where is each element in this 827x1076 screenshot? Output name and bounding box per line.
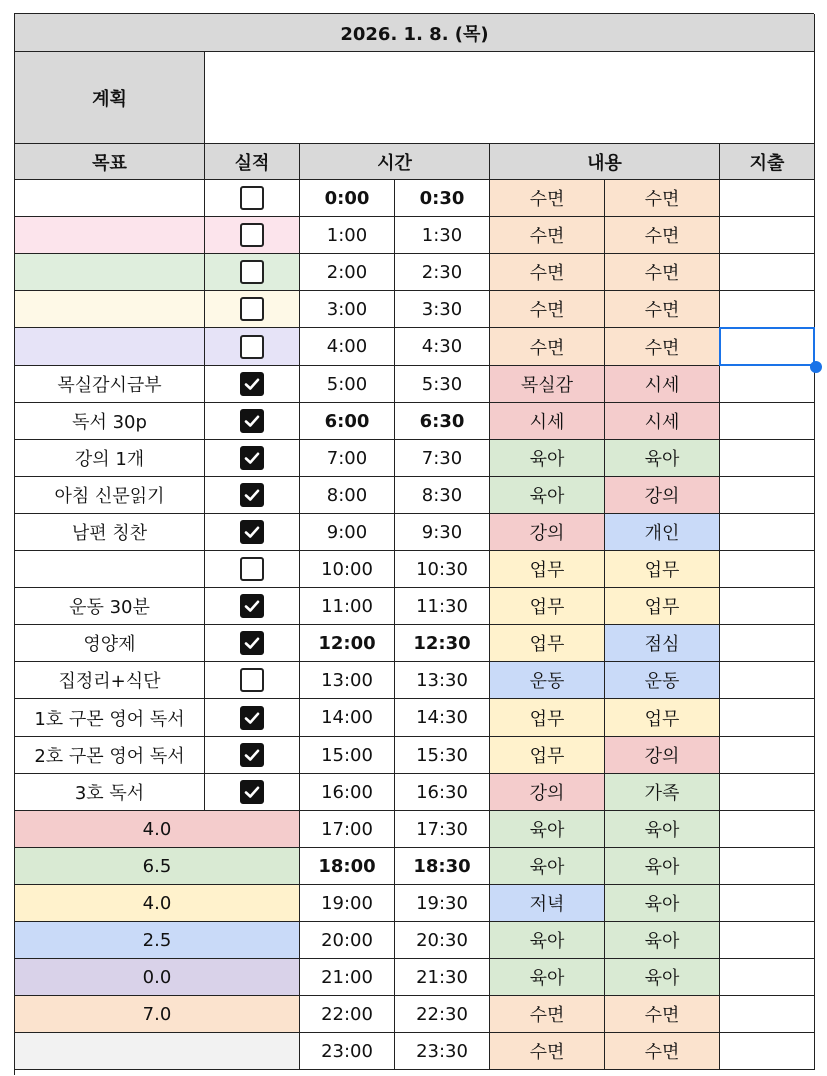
content-cell[interactable]: 수면 <box>490 1033 605 1070</box>
time-start-cell[interactable]: 20:00 <box>300 922 395 959</box>
time-half-cell[interactable]: 11:30 <box>395 588 490 625</box>
time-start-cell[interactable]: 2:00 <box>300 254 395 291</box>
expense-cell[interactable] <box>720 514 815 551</box>
checkmark-icon <box>243 375 261 393</box>
goal-cell[interactable] <box>15 328 205 366</box>
time-half-cell[interactable]: 14:30 <box>395 699 490 737</box>
summary-cell[interactable] <box>15 1033 300 1070</box>
checkbox-checked[interactable] <box>240 780 264 804</box>
content-cell[interactable]: 수면 <box>490 217 605 254</box>
checkbox-checked[interactable] <box>240 372 264 396</box>
checkbox-unchecked[interactable] <box>240 186 264 210</box>
plan-label: 계획 <box>15 52 205 144</box>
summary-cell[interactable]: 2.5 <box>15 922 300 959</box>
checkbox-unchecked[interactable] <box>240 557 264 581</box>
checkmark-icon <box>243 783 261 801</box>
content-cell[interactable]: 업무 <box>605 699 720 737</box>
expense-cell[interactable] <box>720 180 815 217</box>
content-cell[interactable]: 육아 <box>605 440 720 477</box>
content-cell[interactable]: 육아 <box>490 922 605 959</box>
time-half-cell[interactable]: 21:30 <box>395 959 490 996</box>
time-start-cell[interactable]: 17:00 <box>300 811 395 848</box>
goal-cell[interactable]: 아침 신문읽기 <box>15 477 205 514</box>
plan-cell[interactable] <box>205 52 815 144</box>
content-cell[interactable]: 점심 <box>605 625 720 662</box>
expense-cell[interactable] <box>720 662 815 699</box>
time-half-cell[interactable]: 10:30 <box>395 551 490 588</box>
content-cell[interactable]: 개인 <box>605 514 720 551</box>
content-cell[interactable]: 시세 <box>490 403 605 440</box>
content-cell[interactable]: 수면 <box>490 254 605 291</box>
expense-cell[interactable] <box>720 774 815 811</box>
time-half-cell[interactable]: 16:30 <box>395 774 490 811</box>
content-cell[interactable]: 업무 <box>490 625 605 662</box>
done-header: 실적 <box>205 144 300 180</box>
done-cell[interactable] <box>205 217 300 254</box>
expense-cell[interactable] <box>720 217 815 254</box>
checkbox-checked[interactable] <box>240 409 264 433</box>
time-start-cell[interactable]: 9:00 <box>300 514 395 551</box>
time-half-cell[interactable]: 7:30 <box>395 440 490 477</box>
time-half-cell[interactable]: 4:30 <box>395 328 490 366</box>
time-half-cell[interactable]: 19:30 <box>395 885 490 922</box>
expense-cell[interactable] <box>720 254 815 291</box>
content-cell[interactable]: 업무 <box>490 737 605 774</box>
content-cell[interactable]: 육아 <box>605 848 720 885</box>
done-cell[interactable] <box>205 551 300 588</box>
checkbox-checked[interactable] <box>240 483 264 507</box>
done-cell[interactable] <box>205 440 300 477</box>
time-start-cell[interactable]: 5:00 <box>300 366 395 403</box>
time-start-cell[interactable]: 12:00 <box>300 625 395 662</box>
time-half-cell[interactable]: 5:30 <box>395 366 490 403</box>
checkbox-checked[interactable] <box>240 743 264 767</box>
content-cell[interactable]: 육아 <box>490 477 605 514</box>
checkmark-icon <box>243 412 261 430</box>
expense-cell[interactable] <box>720 403 815 440</box>
goal-cell[interactable]: 3호 독서 <box>15 774 205 811</box>
date-title[interactable]: 2026. 1. 8. (목) <box>15 14 815 52</box>
goal-header: 목표 <box>15 144 205 180</box>
content-cell[interactable]: 강의 <box>605 477 720 514</box>
checkbox-unchecked[interactable] <box>240 668 264 692</box>
time-half-cell[interactable]: 17:30 <box>395 811 490 848</box>
content-cell[interactable]: 수면 <box>605 1033 720 1070</box>
checkbox-checked[interactable] <box>240 446 264 470</box>
content-cell[interactable]: 수면 <box>490 291 605 328</box>
content-cell[interactable]: 강의 <box>490 514 605 551</box>
summary-cell[interactable]: 6.5 <box>15 848 300 885</box>
time-half-cell[interactable]: 2:30 <box>395 254 490 291</box>
time-start-cell[interactable]: 0:00 <box>300 180 395 217</box>
time-start-cell[interactable]: 19:00 <box>300 885 395 922</box>
expense-cell[interactable] <box>720 1033 815 1070</box>
expense-cell[interactable] <box>720 885 815 922</box>
time-start-cell[interactable]: 7:00 <box>300 440 395 477</box>
done-cell[interactable] <box>205 328 300 366</box>
content-header: 내용 <box>490 144 720 180</box>
goal-cell[interactable] <box>15 180 205 217</box>
content-cell[interactable]: 수면 <box>490 180 605 217</box>
goal-cell[interactable]: 영양제 <box>15 625 205 662</box>
checkmark-icon <box>243 486 261 504</box>
time-half-cell[interactable]: 13:30 <box>395 662 490 699</box>
time-start-cell[interactable]: 1:00 <box>300 217 395 254</box>
content-cell[interactable]: 육아 <box>605 922 720 959</box>
done-cell[interactable] <box>205 737 300 774</box>
done-cell[interactable] <box>205 366 300 403</box>
time-start-cell[interactable]: 22:00 <box>300 996 395 1033</box>
summary-cell[interactable]: 7.0 <box>15 996 300 1033</box>
content-cell[interactable]: 수면 <box>605 217 720 254</box>
time-start-cell[interactable]: 16:00 <box>300 774 395 811</box>
done-cell[interactable] <box>205 774 300 811</box>
content-cell[interactable]: 업무 <box>605 588 720 625</box>
planner-sheet <box>14 13 814 1075</box>
time-half-cell[interactable]: 12:30 <box>395 625 490 662</box>
expense-cell[interactable] <box>720 291 815 328</box>
done-cell[interactable] <box>205 514 300 551</box>
time-start-cell[interactable]: 15:00 <box>300 737 395 774</box>
time-start-cell[interactable]: 13:00 <box>300 662 395 699</box>
expense-cell[interactable] <box>720 959 815 996</box>
done-cell[interactable] <box>205 699 300 737</box>
time-header: 시간 <box>300 144 490 180</box>
goal-cell[interactable]: 목실감시금부 <box>15 366 205 403</box>
summary-cell[interactable]: 0.0 <box>15 959 300 996</box>
expense-cell[interactable] <box>720 996 815 1033</box>
checkmark-icon <box>243 746 261 764</box>
time-start-cell[interactable]: 14:00 <box>300 699 395 737</box>
content-cell[interactable]: 수면 <box>605 328 720 366</box>
content-cell[interactable]: 수면 <box>605 291 720 328</box>
checkmark-icon <box>243 523 261 541</box>
content-cell[interactable]: 운동 <box>605 662 720 699</box>
done-cell[interactable] <box>205 254 300 291</box>
checkmark-icon <box>243 634 261 652</box>
expense-cell[interactable] <box>720 477 815 514</box>
expense-cell[interactable] <box>720 737 815 774</box>
content-cell[interactable]: 육아 <box>490 440 605 477</box>
time-start-cell[interactable]: 3:00 <box>300 291 395 328</box>
content-cell[interactable]: 수면 <box>605 996 720 1033</box>
goal-cell[interactable] <box>15 217 205 254</box>
time-half-cell[interactable]: 20:30 <box>395 922 490 959</box>
expense-cell[interactable] <box>720 551 815 588</box>
content-cell[interactable]: 강의 <box>490 774 605 811</box>
checkmark-icon <box>243 709 261 727</box>
done-cell[interactable] <box>205 477 300 514</box>
time-half-cell[interactable]: 1:30 <box>395 217 490 254</box>
goal-cell[interactable]: 2호 구몬 영어 독서 <box>15 737 205 774</box>
expense-cell[interactable] <box>720 440 815 477</box>
checkmark-icon <box>243 597 261 615</box>
content-cell[interactable]: 업무 <box>490 699 605 737</box>
checkbox-checked[interactable] <box>240 631 264 655</box>
done-cell[interactable] <box>205 180 300 217</box>
content-cell[interactable]: 시세 <box>605 366 720 403</box>
time-half-cell[interactable]: 8:30 <box>395 477 490 514</box>
time-start-cell[interactable]: 23:00 <box>300 1033 395 1070</box>
content-cell[interactable]: 육아 <box>605 959 720 996</box>
expense-cell[interactable] <box>720 366 815 403</box>
time-start-cell[interactable]: 6:00 <box>300 403 395 440</box>
content-cell[interactable]: 운동 <box>490 662 605 699</box>
checkbox-unchecked[interactable] <box>240 335 264 359</box>
content-cell[interactable]: 목실감 <box>490 366 605 403</box>
checkmark-icon <box>243 449 261 467</box>
summary-cell[interactable]: 4.0 <box>15 885 300 922</box>
goal-cell[interactable]: 강의 1개 <box>15 440 205 477</box>
summary-cell[interactable]: 4.0 <box>15 811 300 848</box>
fill-handle[interactable] <box>810 361 822 373</box>
content-cell[interactable]: 육아 <box>490 959 605 996</box>
done-cell[interactable] <box>205 625 300 662</box>
time-half-cell[interactable]: 23:30 <box>395 1033 490 1070</box>
done-cell[interactable] <box>205 403 300 440</box>
expense-cell[interactable] <box>720 811 815 848</box>
checkbox-checked[interactable] <box>240 706 264 730</box>
content-cell[interactable]: 육아 <box>605 885 720 922</box>
goal-cell[interactable]: 1호 구몬 영어 독서 <box>15 699 205 737</box>
goal-cell[interactable]: 남편 칭찬 <box>15 514 205 551</box>
done-cell[interactable] <box>205 588 300 625</box>
goal-cell[interactable]: 집정리+식단 <box>15 662 205 699</box>
checkbox-unchecked[interactable] <box>240 223 264 247</box>
goal-cell[interactable] <box>15 254 205 291</box>
content-cell[interactable]: 업무 <box>490 551 605 588</box>
content-cell[interactable]: 수면 <box>490 328 605 366</box>
time-half-cell[interactable]: 22:30 <box>395 996 490 1033</box>
expense-cell[interactable] <box>720 588 815 625</box>
goal-cell[interactable] <box>15 551 205 588</box>
time-start-cell[interactable]: 21:00 <box>300 959 395 996</box>
goal-cell[interactable]: 독서 30p <box>15 403 205 440</box>
checkbox-unchecked[interactable] <box>240 260 264 284</box>
time-half-cell[interactable]: 15:30 <box>395 737 490 774</box>
expense-cell[interactable] <box>720 699 815 737</box>
checkbox-unchecked[interactable] <box>240 297 264 321</box>
expense-cell[interactable] <box>720 848 815 885</box>
content-cell[interactable]: 시세 <box>605 403 720 440</box>
expense-cell[interactable] <box>720 922 815 959</box>
content-cell[interactable]: 수면 <box>605 254 720 291</box>
content-cell[interactable]: 업무 <box>605 551 720 588</box>
checkbox-checked[interactable] <box>240 520 264 544</box>
expense-cell[interactable] <box>720 328 815 366</box>
content-cell[interactable]: 육아 <box>490 811 605 848</box>
checkbox-checked[interactable] <box>240 594 264 618</box>
time-start-cell[interactable]: 8:00 <box>300 477 395 514</box>
content-cell[interactable]: 수면 <box>605 180 720 217</box>
done-cell[interactable] <box>205 662 300 699</box>
time-half-cell[interactable]: 9:30 <box>395 514 490 551</box>
time-half-cell[interactable]: 18:30 <box>395 848 490 885</box>
content-cell[interactable]: 업무 <box>490 588 605 625</box>
content-cell[interactable]: 수면 <box>490 996 605 1033</box>
time-half-cell[interactable]: 0:30 <box>395 180 490 217</box>
goal-cell[interactable] <box>15 291 205 328</box>
time-start-cell[interactable]: 10:00 <box>300 551 395 588</box>
content-cell[interactable]: 저녁 <box>490 885 605 922</box>
content-cell[interactable]: 육아 <box>605 811 720 848</box>
content-cell[interactable]: 강의 <box>605 737 720 774</box>
expense-header: 지출 <box>720 144 815 180</box>
time-start-cell[interactable]: 11:00 <box>300 588 395 625</box>
time-half-cell[interactable]: 6:30 <box>395 403 490 440</box>
content-cell[interactable]: 육아 <box>490 848 605 885</box>
content-cell[interactable]: 가족 <box>605 774 720 811</box>
time-start-cell[interactable]: 18:00 <box>300 848 395 885</box>
time-half-cell[interactable]: 3:30 <box>395 291 490 328</box>
done-cell[interactable] <box>205 291 300 328</box>
time-start-cell[interactable]: 4:00 <box>300 328 395 366</box>
goal-cell[interactable]: 운동 30분 <box>15 588 205 625</box>
expense-cell[interactable] <box>720 625 815 662</box>
